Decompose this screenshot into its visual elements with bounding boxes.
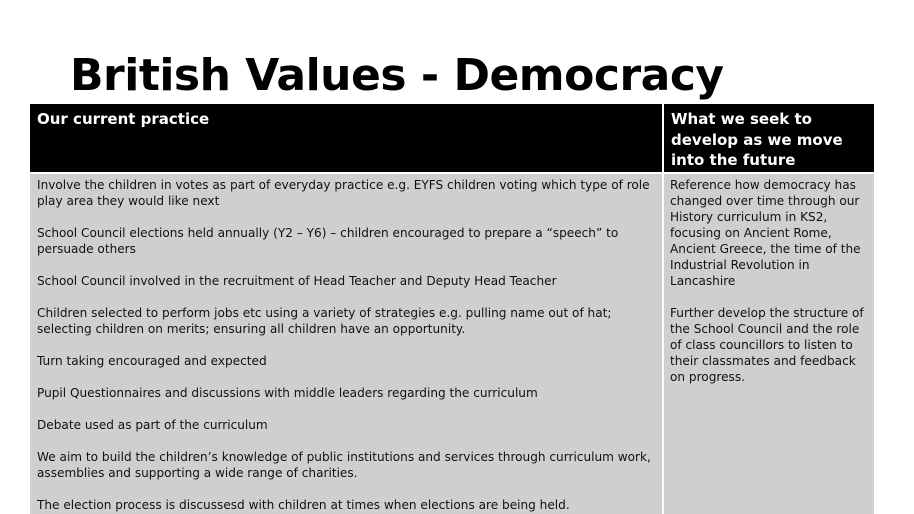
develop-item: Further develop the structure of the School Council and the role of class councillors to listen to their classmates and feedback on progress.	[670, 306, 864, 384]
practice-item: School Council involved in the recruitment of Head Teacher and Deputy Head Teacher	[37, 274, 557, 288]
practice-item: Turn taking encouraged and expected	[37, 354, 267, 368]
values-table	[30, 104, 874, 514]
practice-item: Debate used as part of the curriculum	[37, 418, 268, 432]
page-title: British Values - Democracy	[70, 50, 724, 101]
header-current-practice: Our current practice	[30, 104, 662, 172]
practice-item: Children selected to perform jobs etc using a variety of strategies e.g. pulling name out of hat; selecting children on merits; ensuring all children have an opportunity.	[37, 306, 612, 336]
practice-item: We aim to build the children’s knowledge of public institutions and services through curriculum work, assemblies and supporting a wide range of charities.	[37, 450, 651, 480]
current-practice-cell	[30, 174, 662, 514]
develop-cell	[664, 174, 874, 514]
develop-item: Reference how democracy has changed over time through our History curriculum in KS2, focusing on Ancient Rome, Ancient Greece, the time of the Industrial Revolution in Lancashire	[670, 178, 861, 288]
practice-item: The election process is discussesd with children at times when elections are being held.	[37, 498, 570, 512]
practice-item: Involve the children in votes as part of everyday practice e.g. EYFS children voting which type of role play area they would like next	[37, 178, 650, 208]
practice-item: School Council elections held annually (Y2 – Y6) – children encouraged to prepare a “speech” to persuade others	[37, 226, 619, 256]
practice-item: Pupil Questionnaires and discussions with middle leaders regarding the curriculum	[37, 386, 538, 400]
header-seek-to-develop: What we seek to develop as we move into the future	[664, 104, 874, 172]
